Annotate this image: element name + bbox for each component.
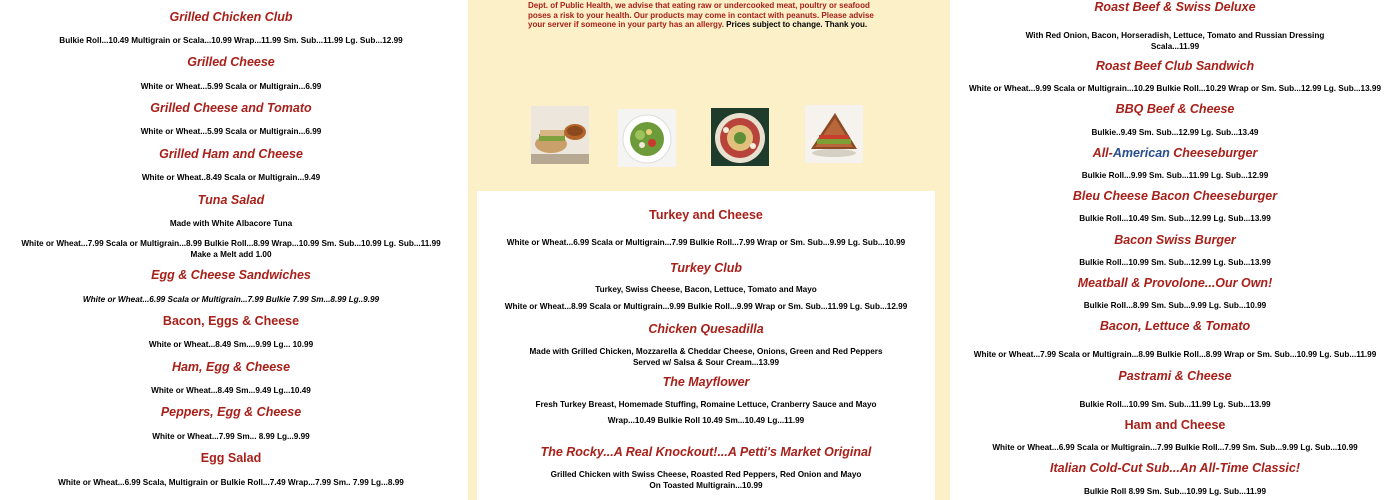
item-detail: Bulkie Roll 8.99 Sm. Sub...10.99 Lg. Sub...11.99	[1083, 487, 1266, 496]
item-title: Meatball & Provolone...Our Own!	[1077, 276, 1273, 290]
item-price-line	[0, 478, 462, 489]
item-detail: White or Wheat...8.99 Scala or Multigrain...9.99 Bulkie Roll...9.99 Wrap or Sm. Sub...11.99 Lg. Sub...12.99	[504, 302, 908, 311]
menu-item-italian-cold-cut-sub	[950, 460, 1400, 476]
item-detail: White or Wheat...6.99 Scala or Multigrain...7.99 Bulkie 7.99 Sm...8.99 Lg..9.99	[82, 295, 380, 304]
menu-column-right	[945, 0, 1400, 500]
item-title: Grilled Cheese	[187, 55, 275, 69]
item-price-line	[950, 301, 1400, 312]
item-price-line	[0, 127, 462, 138]
menu-item-bbq-beef-cheese	[950, 101, 1400, 117]
item-description	[477, 285, 935, 296]
item-title: The Mayflower	[662, 375, 750, 389]
item-price-line	[0, 295, 462, 306]
menu-item-peppers-egg-cheese	[0, 404, 462, 420]
item-detail: On Toasted Multigrain...10.99	[649, 480, 763, 490]
menu-item-ham-cheese	[950, 417, 1400, 433]
item-detail: Bulkie..9.49 Sm. Sub...12.99 Lg. Sub...13.49	[1091, 128, 1259, 137]
item-detail: White or Wheat..8.49 Scala or Multigrain...9.49	[141, 173, 321, 182]
item-title: Bleu Cheese Bacon Cheeseburger	[1072, 189, 1278, 203]
item-price-line	[950, 487, 1400, 498]
item-title: Bacon, Eggs & Cheese	[162, 314, 300, 328]
item-detail: Bulkie Roll...10.99 Sm. Sub...12.99 Lg. Sub...13.99	[1079, 258, 1271, 267]
item-description	[477, 347, 935, 368]
salad-photo	[618, 109, 676, 167]
item-price-line	[950, 214, 1400, 225]
item-detail-note: Make a Melt add 1.00	[190, 249, 272, 259]
item-title: The Rocky...A Real Knockout!...A Petti's Market Original	[540, 445, 872, 459]
price-notice-text: Prices subject to change. Thank you.	[726, 20, 868, 30]
item-title: Egg Salad	[200, 451, 262, 465]
item-detail: White or Wheat...7.99 Scala or Multigrain...8.99 Bulkie Roll...8.99 Wrap or Sm. Sub...10.99 Lg. Sub...11.99	[973, 350, 1377, 359]
item-title: Ham, Egg & Cheese	[171, 360, 291, 374]
sandwich-soup-photo	[531, 106, 589, 164]
menu-item-grilled-cheese	[0, 54, 462, 70]
menu-column-left	[0, 0, 468, 500]
item-detail: Bulkie Roll...9.99 Sm. Sub...11.99 Lg. Sub...12.99	[1081, 171, 1269, 180]
item-detail: White or Wheat...7.99 Sm... 8.99 Lg...9.99	[152, 432, 310, 441]
menu-item-bleu-cheese-bacon-cheeseburger	[950, 188, 1400, 204]
item-detail: Fresh Turkey Breast, Homemade Stuffing, Romaine Lettuce, Cranberry Sauce and Mayo	[535, 400, 877, 409]
item-detail: White or Wheat...5.99 Scala or Multigrain...6.99	[140, 82, 322, 91]
item-title: Chicken Quesadilla	[648, 322, 764, 336]
health-advisory-text: Dept. of Public Health, we advise that eating raw or undercooked meat, poultry or seafood poses a risk to your health. Our products may come in contact with peanuts. Please advise your server if someone in your party has an allergy.	[528, 1, 874, 30]
item-title: Grilled Chicken Club	[169, 10, 293, 24]
item-detail: White or Wheat...8.49 Sm....9.99 Lg... 10.99	[148, 340, 314, 349]
item-description	[950, 31, 1400, 52]
item-detail: White or Wheat...6.99 Scala or Multigrain...7.99 Bulkie Roll...7.99 Sm. Sub...9.99 Lg. Sub...10.99	[992, 443, 1358, 452]
item-detail: Scala...11.99	[1150, 41, 1200, 51]
middle-menu-panel	[477, 191, 935, 500]
menu-item-grilled-ham-cheese	[0, 146, 462, 162]
item-detail: With Red Onion, Bacon, Horseradish, Lettuce, Tomato and Russian Dressing	[1025, 31, 1325, 40]
item-description	[477, 470, 935, 491]
menu-item-egg-cheese	[0, 267, 462, 283]
item-price-line	[950, 128, 1400, 139]
menu-item-bacon-lettuce-tomato	[950, 318, 1400, 334]
item-detail: Bulkie Roll...8.99 Sm. Sub...9.99 Lg. Sub...10.99	[1083, 301, 1267, 310]
item-title: Roast Beef Club Sandwich	[1095, 59, 1255, 73]
item-detail: Made with White Albacore Tuna	[169, 219, 293, 228]
item-description	[0, 219, 462, 230]
item-detail: Bulkie Roll...10.49 Sm. Sub...12.99 Lg. Sub...13.99	[1079, 214, 1271, 223]
item-detail: White or Wheat...9.99 Scala or Multigrain...10.29 Bulkie Roll...10.29 Wrap or Sm. Sub...12.99 Lg. Sub...13.99	[968, 84, 1382, 93]
item-detail: Bulkie Roll...10.49 Multigrain or Scala...10.99 Wrap...11.99 Sm. Sub...11.99 Lg. Sub...12.99	[59, 36, 403, 45]
menu-item-grilled-chicken-club	[0, 9, 462, 25]
item-description	[477, 400, 935, 411]
item-detail: Turkey, Swiss Cheese, Bacon, Lettuce, Tomato and Mayo	[595, 285, 817, 294]
item-title: Pastrami & Cheese	[1118, 369, 1232, 383]
item-price-line	[950, 350, 1400, 361]
item-price-line	[950, 443, 1400, 454]
menu-item-bacon-swiss-burger	[950, 232, 1400, 248]
item-title: Peppers, Egg & Cheese	[160, 405, 302, 419]
menu-item-ham-egg-cheese	[0, 359, 462, 375]
item-price-line	[0, 239, 462, 260]
menu-item-bacon-eggs-cheese	[0, 313, 462, 329]
menu-item-turkey-club	[477, 260, 935, 276]
item-detail: Wrap...10.49 Bulkie Roll 10.49 Sm...10.49 Lg...11.99	[607, 416, 805, 425]
item-title: Roast Beef & Swiss Deluxe	[1094, 0, 1256, 14]
item-price-line	[950, 258, 1400, 269]
item-detail: White or Wheat...6.99 Scala, Multigrain or Bulkie Roll...7.49 Wrap...7.99 Sm.. 7.99 Lg...8.99	[58, 478, 404, 487]
title-part: Cheeseburger	[1169, 146, 1258, 160]
menu-item-chicken-quesadilla	[477, 321, 935, 337]
item-detail: White or Wheat...6.99 Scala or Multigrain...7.99 Bulkie Roll...7.99 Wrap or Sm. Sub...9.99 Lg. Sub...10.99	[506, 238, 906, 247]
item-detail: Made with Grilled Chicken, Mozzarella & Cheddar Cheese, Onions, Green and Red Peppers	[529, 347, 883, 356]
menu-item-turkey-cheese	[477, 207, 935, 223]
menu-item-grilled-cheese-tomato	[0, 100, 462, 116]
item-title: Turkey and Cheese	[649, 208, 763, 222]
item-title: Grilled Cheese and Tomato	[150, 101, 312, 115]
platter-photo	[711, 108, 769, 166]
item-price-line	[0, 386, 462, 397]
item-price-line	[950, 171, 1400, 182]
panini-photo	[805, 105, 863, 163]
title-part: All-	[1092, 146, 1113, 160]
item-detail: Served w/ Salsa & Sour Cream...13.99	[632, 357, 780, 367]
item-price-line	[477, 238, 935, 249]
item-title: Turkey Club	[669, 261, 742, 275]
menu-item-all-american-cheeseburger	[950, 145, 1400, 161]
item-detail: Grilled Chicken with Swiss Cheese, Roasted Red Peppers, Red Onion and Mayo	[550, 470, 862, 479]
title-part-accent: American	[1112, 146, 1170, 160]
item-price-line	[0, 36, 462, 47]
item-price-line	[477, 302, 935, 313]
menu-item-pastrami-cheese	[950, 368, 1400, 384]
item-detail: White or Wheat...7.99 Scala or Multigrain...8.99 Bulkie Roll...8.99 Wrap...10.99 Sm. Sub...10.99 Lg. Sub...11.99	[21, 239, 441, 248]
item-detail: Bulkie Roll...10.99 Sm. Sub...11.99 Lg. Sub...13.99	[1079, 400, 1271, 409]
menu-item-roast-beef-club	[950, 58, 1400, 74]
item-title: Tuna Salad	[197, 193, 265, 207]
item-price-line	[0, 173, 462, 184]
item-title: Grilled Ham and Cheese	[159, 147, 303, 161]
item-price-line	[950, 84, 1400, 95]
menu-item-the-rocky	[477, 444, 935, 460]
item-title: Ham and Cheese	[1124, 418, 1226, 432]
menu-item-roast-beef-swiss-deluxe	[950, 0, 1400, 15]
menu-item-the-mayflower	[477, 374, 935, 390]
item-price-line	[0, 340, 462, 351]
item-title: Bacon Swiss Burger	[1114, 233, 1236, 247]
item-title: BBQ Beef & Cheese	[1115, 102, 1235, 116]
item-title	[950, 145, 1400, 161]
item-title: Italian Cold-Cut Sub...An All-Time Classic!	[1049, 461, 1301, 475]
menu-item-egg-salad	[0, 450, 462, 466]
item-price-line	[0, 82, 462, 93]
item-price-line	[477, 416, 935, 427]
item-detail: White or Wheat...8.49 Sm...9.49 Lg...10.49	[151, 386, 311, 395]
item-title: Bacon, Lettuce & Tomato	[1099, 319, 1251, 333]
menu-item-meatball-provolone	[950, 275, 1400, 291]
menu-item-tuna-salad	[0, 192, 462, 208]
health-notice	[528, 1, 888, 30]
menu-column-middle	[468, 0, 945, 500]
item-price-line	[0, 432, 462, 443]
item-detail: White or Wheat...5.99 Scala or Multigrain...6.99	[140, 127, 322, 136]
item-title: Egg & Cheese Sandwiches	[151, 268, 311, 282]
item-price-line	[950, 400, 1400, 411]
